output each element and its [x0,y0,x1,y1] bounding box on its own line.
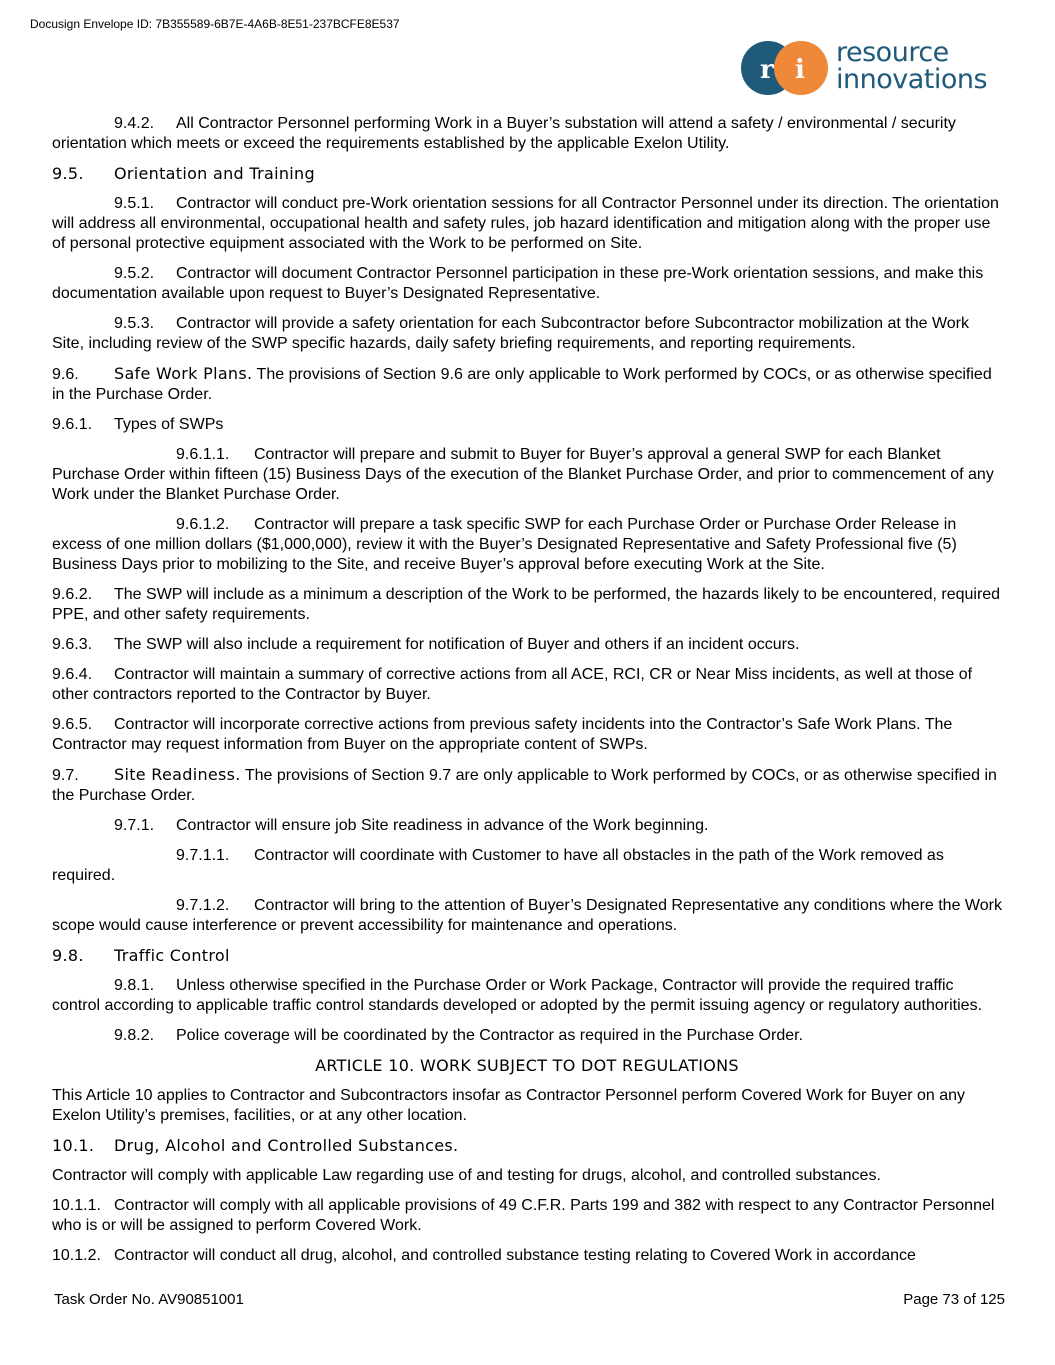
clause-9-7-1 [52,816,1002,836]
logo-wordmark [836,39,987,93]
clause-number: 9.6.1.2. [176,516,230,533]
clause-number: 9.5.3. [114,315,155,332]
clause-9-8-2 [52,1026,1002,1046]
section-9-6 [52,364,1002,405]
section-9-5-heading [52,164,1002,184]
clause-number: 10.1.1. [52,1197,101,1214]
section-9-8-heading [52,946,1002,966]
clause-number: 9.8.2. [114,1027,155,1044]
section-number: 9.6.1. [52,416,93,433]
clause-number: 9.5.2. [114,265,155,282]
clause-text: Contractor will prepare a task specific SWP for each Purchase Order or Purchase Order Release in excess of one million dollars ($1,000,000), review it with the Buyer’s Designated Representative and Safety Professional five (5) Business Days prior to mobilizing to the Site, and receive Buyer’s approval before executing Work at the Site. [52,516,957,573]
clause-9-7-1-2 [52,896,1002,936]
clause-text: Contractor will incorporate corrective actions from previous safety incidents into the Contractor’s Safe Work Plans. The Contractor may request information from Buyer on the appropriate content of SWPs. [52,716,953,753]
article-10-intro: This Article 10 applies to Contractor and Subcontractors insofar as Contractor Personnel perform Covered Work for Buyer on any Exelon Utility’s premises, facilities, or at any other location. [52,1087,966,1124]
svg-text:r: r [760,55,774,85]
clause-text: Police coverage will be coordinated by the Contractor as required in the Purchase Order. [176,1027,804,1044]
clause-number: 9.6.3. [52,636,93,653]
footer-page-number: Page 73 of 125 [903,1291,1005,1308]
clause-text: Contractor will provide a safety orientation for each Subcontractor before Subcontractor mobilization at the Work Site, including review of the SWP specific hazards, daily safety briefing requirements, and reporting requirements. [52,315,969,352]
section-9-6-1-heading [52,415,1002,435]
section-title: Traffic Control [114,946,230,965]
section-text: The provisions of Section 9.6 are only applicable to Work performed by COCs, or as otherwise specified in the Purchase Order. [52,366,992,403]
section-number: 9.8. [52,946,84,965]
clause-9-5-1 [52,194,1002,254]
clause-text: All Contractor Personnel performing Work in a Buyer’s substation will attend a safety / environmental / security orientation which meets or exceed the requirements established by the applicable Exelon Utility. [52,115,956,152]
section-9-7 [52,765,1002,806]
article-10-heading: ARTICLE 10. WORK SUBJECT TO DOT REGULATIONS [315,1056,739,1075]
envelope-id: Docusign Envelope ID: 7B355589-6B7E-4A6B-8E51-237BCFE8E537 [30,17,400,31]
clause-9-6-3 [52,635,1002,655]
clause-number: 9.4.2. [114,115,155,132]
clause-number: 9.5.1. [114,195,155,212]
section-number: 9.5. [52,164,84,183]
clause-text: Contractor will prepare and submit to Buyer for Buyer’s approval a general SWP for each Blanket Purchase Order within fifteen (15) Business Days of the execution of the Blanket Purchase Order, and prior to commencement of any Work under the Blanket Purchase Order. [52,446,994,503]
clause-text: Contractor will comply with all applicable provisions of 49 C.F.R. Parts 199 and 382 with respect to any Contractor Personnel who is or will be assigned to perform Covered Work. [52,1197,995,1234]
clause-number: 9.7.1.1. [176,847,230,864]
clause-number: 9.6.4. [52,666,93,683]
svg-text:i: i [795,55,805,85]
clause-10-1-2 [52,1246,1002,1266]
clause-9-4-2 [52,114,1002,154]
section-title: Types of SWPs [114,416,224,433]
clause-text: Contractor will conduct pre-Work orientation sessions for all Contractor Personnel under its direction. The orientation will address all environmental, occupational health and safety rules, job hazard identification and mitigation along with the proper use of personal protective equipment associated with the Work to be performed on Site. [52,195,999,252]
clause-text: The SWP will also include a requirement for notification of Buyer and others if an incident occurs. [114,636,800,653]
section-number: 10.1. [52,1136,95,1155]
clause-text: The SWP will include as a minimum a description of the Work to be performed, the hazards likely to be encountered, required PPE, and other safety requirements. [52,586,1001,623]
clause-number: 9.7.1.2. [176,897,230,914]
section-10-1-heading [52,1136,1002,1156]
clause-text: Contractor will conduct all drug, alcohol, and controlled substance testing relating to Covered Work in accordance [114,1247,916,1264]
document-body [52,114,1002,1276]
section-text: The provisions of Section 9.7 are only applicable to Work performed by COCs, or as otherwise specified in the Purchase Order. [52,767,997,804]
section-title: Orientation and Training [114,164,315,183]
clause-text: Contractor will bring to the attention of Buyer’s Designated Representative any conditions where the Work scope would cause interference or prevent accessibility for maintenance and operations. [52,897,1002,934]
clause-text: Unless otherwise specified in the Purchase Order or Work Package, Contractor will provide the required traffic control according to applicable traffic control standards developed or adopted by the permit issuing agency or regulatory authorities. [52,977,983,1014]
footer-task-order: Task Order No. AV90851001 [54,1291,244,1308]
clause-text: Contractor will maintain a summary of corrective actions from all ACE, RCI, CR or Near Miss incidents, as well at those of other contractors reported to the Contractor by Buyer. [52,666,973,703]
clause-9-6-4 [52,665,1002,705]
clause-text: Contractor will coordinate with Customer to have all obstacles in the path of the Work removed as required. [52,847,944,884]
section-number: 9.7. [52,767,79,784]
clause-number: 9.8.1. [114,977,155,994]
section-number: 9.6. [52,366,79,383]
ri-logo-icon [740,40,832,98]
clause-number: 9.7.1. [114,817,155,834]
section-10-1-text: Contractor will comply with applicable Law regarding use of and testing for drugs, alcohol, and controlled substances. [52,1167,881,1184]
clause-9-6-2 [52,585,1002,625]
clause-9-8-1 [52,976,1002,1016]
clause-9-6-1-2 [52,515,1002,575]
clause-9-7-1-1 [52,846,1002,886]
section-title: Drug, Alcohol and Controlled Substances. [114,1136,459,1155]
clause-9-6-5 [52,715,1002,755]
clause-9-6-1-1 [52,445,1002,505]
clause-number: 9.6.2. [52,586,93,603]
company-logo [740,37,1015,98]
clause-number: 9.6.5. [52,716,93,733]
clause-9-5-2 [52,264,1002,304]
section-title: Safe Work Plans. [114,364,253,383]
logo-line2: innovations [836,64,988,95]
logo-line1: resource [836,37,949,68]
clause-number: 9.6.1.1. [176,446,230,463]
clause-text: Contractor will ensure job Site readiness in advance of the Work beginning. [176,817,709,834]
clause-10-1-1 [52,1196,1002,1236]
clause-text: Contractor will document Contractor Personnel participation in these pre-Work orientation sessions, and make this documentation available upon request to Buyer’s Designated Representative. [52,265,984,302]
clause-9-5-3 [52,314,1002,354]
section-title: Site Readiness. [114,765,241,784]
clause-number: 10.1.2. [52,1247,101,1264]
